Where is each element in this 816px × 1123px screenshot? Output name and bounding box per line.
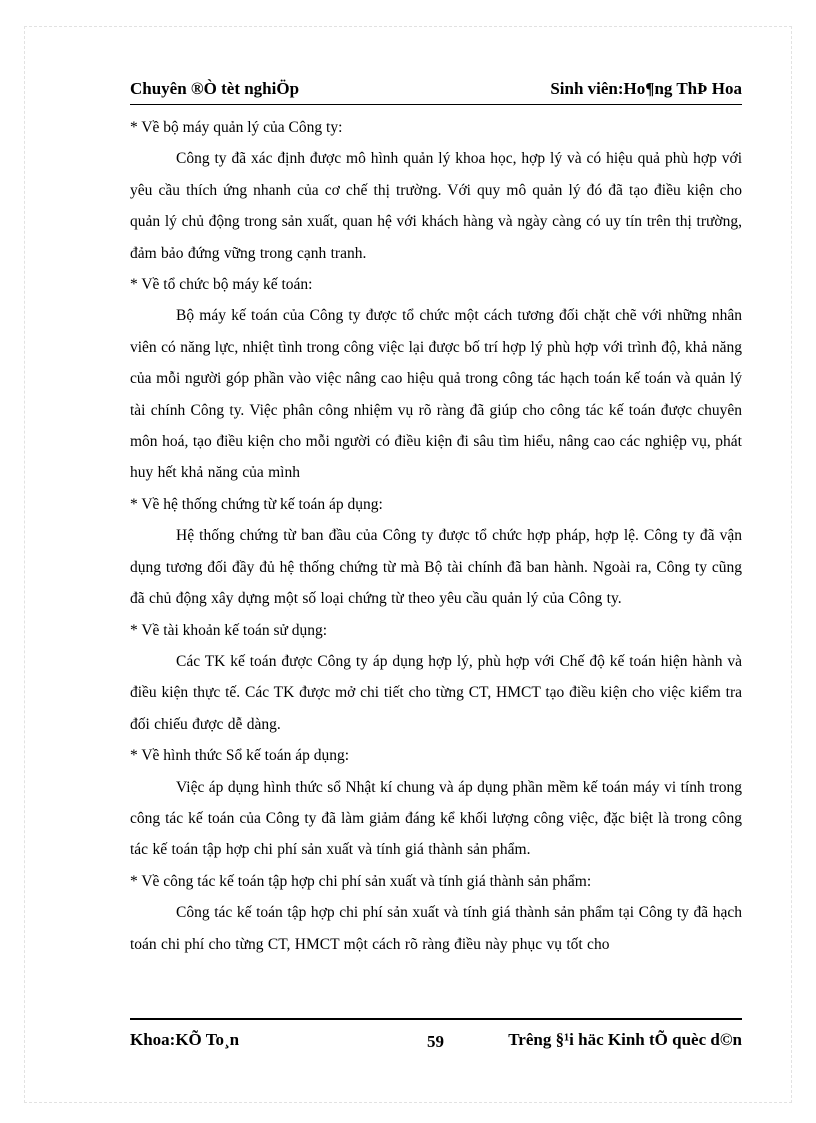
- section-cost-accounting: [130, 866, 742, 960]
- section-heading: * Về tổ chức bộ máy kế toán:: [130, 276, 313, 294]
- section-paragraph: Công ty đã xác định được mô hình quản lý khoa học, hợp lý và có hiệu quả phù hợp với yêu cầu thích ứng nhanh của cơ chế thị trường. Với quy mô quản lý đó đã tạo điều kiện cho quản lý chủ động trong sản xuất, quan hệ với khách hàng và ngày càng có uy tín trên thị trường, đảm bảo đứng vững trong cạnh tranh.: [130, 150, 742, 262]
- section-heading: * Về công tác kế toán tập hợp chi phí sản xuất và tính giá thành sản phẩm:: [130, 872, 592, 890]
- section-ledger-form: [130, 740, 742, 866]
- section-heading: * Về tài khoản kế toán sử dụng:: [130, 621, 328, 639]
- header-title: Chuyên ®Ò tèt nghiÖp: [130, 79, 300, 98]
- section-heading: * Về bộ máy quản lý của Công ty:: [130, 119, 343, 136]
- footer-faculty: Khoa:KÕ To¸n: [130, 1030, 240, 1049]
- section-heading: * Về hình thức Sổ kế toán áp dụng:: [130, 747, 350, 765]
- section-paragraph: Việc áp dụng hình thức sổ Nhật kí chung và áp dụng phần mềm kế toán máy vi tính trong công tác kế toán của Công ty đã làm giảm đáng kể khối lượng công việc, đặc biệt là trong công tác kế toán tập hợp chi phí sản xuất và tính giá thành sản phẩm.: [130, 778, 742, 859]
- section-management: [130, 112, 742, 269]
- page-footer: [130, 1018, 742, 1058]
- page-header: [130, 77, 742, 105]
- section-accounts-used: [130, 615, 742, 741]
- section-voucher-system: [130, 489, 742, 615]
- footer-university: Trêng §¹i häc Kinh tÕ quèc d©n: [508, 1030, 742, 1049]
- document-body: [130, 112, 742, 960]
- header-author: Sinh viên:Ho¶ng ThÞ Hoa: [550, 79, 742, 98]
- section-paragraph: Bộ máy kế toán của Công ty được tổ chức một cách tương đối chặt chẽ với những nhân viên có năng lực, nhiệt tình trong công việc lại được bố trí hợp lý phù hợp với trình độ, khả năng của mỗi người góp phần vào việc nâng cao hiệu quả trong công tác hạch toán kế toán và quản lý tài chính Công ty. Việc phân công nhiệm vụ rõ ràng đã giúp cho công tác kế toán được chuyên môn hoá, tạo điều kiện cho mỗi người có điều kiện đi sâu tìm hiểu, nâng cao các nghiệp vụ, phát huy hết khả năng của mình: [130, 307, 742, 482]
- section-heading: * Về hệ thống chứng từ kế toán áp dụng:: [130, 495, 383, 513]
- section-accounting-organization: [130, 269, 742, 489]
- section-paragraph: Công tác kế toán tập hợp chi phí sản xuất và tính giá thành sản phẩm tại Công ty đã hạch toán chi phí cho từng CT, HMCT một cách rõ ràng điều này phục vụ tốt cho: [130, 904, 742, 953]
- section-paragraph: Các TK kế toán được Công ty áp dụng hợp lý, phù hợp với Chế độ kế toán hiện hành và điều kiện thực tế. Các TK được mở chi tiết cho từng CT, HMCT tạo điều kiện cho việc kiểm tra đối chiếu được dễ dàng.: [130, 652, 742, 733]
- page-number: 59: [427, 1032, 444, 1051]
- section-paragraph: Hệ thống chứng từ ban đầu của Công ty được tổ chức hợp pháp, hợp lệ. Công ty đã vận dụng tương đối đầy đủ hệ thống chứng từ mà Bộ tài chính đã ban hành. Ngoài ra, Công ty cũng đã chủ động xây dựng một số loại chứng từ theo yêu cầu quản lý của Công ty.: [130, 527, 742, 608]
